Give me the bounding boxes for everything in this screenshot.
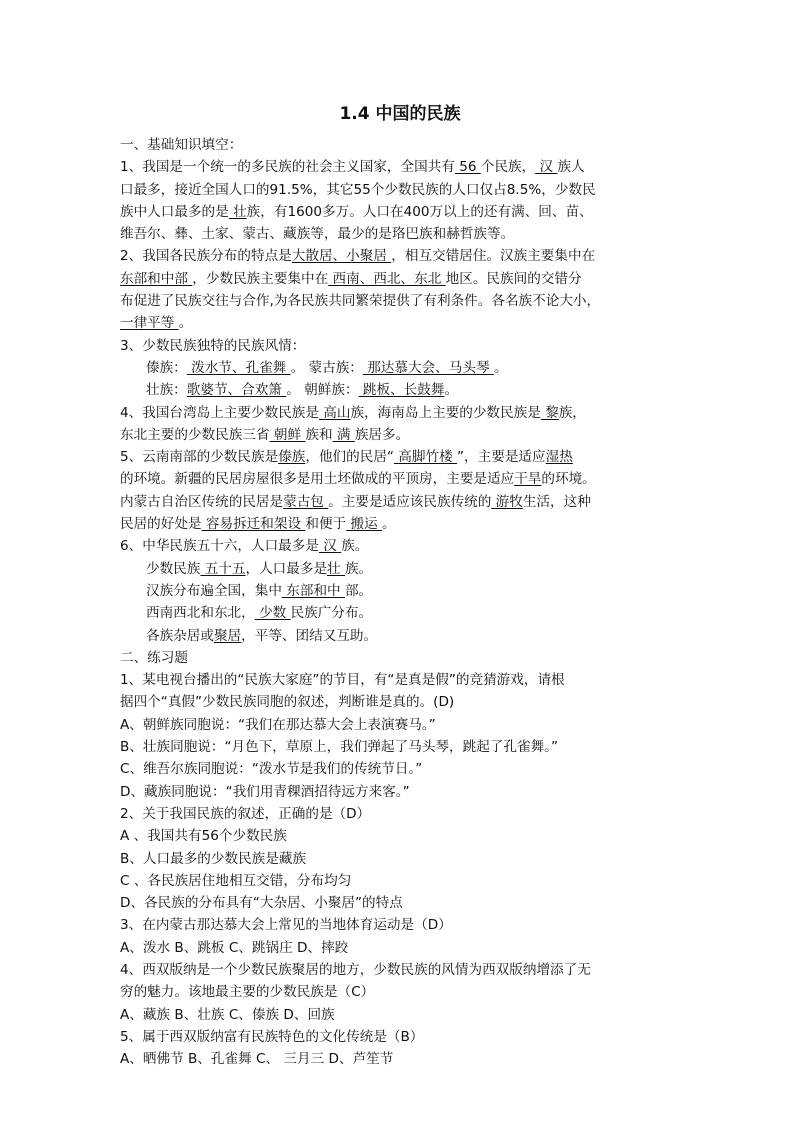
text-line	[120, 402, 680, 424]
text-line	[120, 335, 680, 357]
text-segment: A、泼水 B、跳板 C、跳锅庄 D、摔跤	[120, 939, 349, 956]
answer-blank: 聚居	[213, 627, 242, 644]
text-segment: 。	[382, 516, 396, 533]
text-segment: 族和	[305, 426, 333, 443]
text-segment: 3、在内蒙古那达慕大会上常见的当地体育运动是（D）	[120, 917, 452, 934]
answer-blank: 56	[454, 159, 481, 176]
answer-blank: 西南、西北、东北	[328, 270, 446, 287]
document-title: 1.4 中国的民族	[339, 104, 461, 124]
document-page	[120, 102, 680, 1070]
text-segment: D、各民族的分布具有“大杂居、小聚居”的特点	[120, 895, 403, 912]
answer-blank: 那达慕大会、马头琴	[362, 359, 494, 376]
text-segment: 。 朝鲜族：	[286, 382, 359, 399]
text-segment: 各族杂居或	[146, 627, 214, 644]
text-segment: 壮族：	[146, 382, 187, 399]
text-segment: B、人口最多的少数民族是藏族	[120, 850, 307, 867]
text-segment: 西南西北和东北，	[146, 605, 255, 622]
text-segment: 族，有1600多万。人口在400万以上的还有满、回、苗、	[246, 203, 593, 220]
text-segment: A 、我国共有56个少数民族	[120, 828, 287, 845]
text-segment: 5、云南南部的少数民族是	[120, 449, 279, 466]
text-segment: ，少数民族主要集中在	[192, 270, 329, 287]
text-line	[120, 825, 680, 847]
text-line	[120, 647, 680, 669]
text-segment: 个民族，	[480, 159, 536, 176]
text-line	[120, 736, 680, 758]
text-segment: 一、基础知识填空：	[120, 137, 243, 153]
text-line	[120, 179, 680, 201]
answer-blank: 东部和中	[281, 582, 345, 599]
text-segment: 部。	[344, 582, 373, 599]
text-segment: 4、西双版纳是一个少数民族聚居的地方，少数民族的风情为西双版纳增添了无	[120, 961, 591, 978]
text-segment: 东北主要的少数民族三省	[120, 426, 270, 443]
answer-blank: 歌婆节、合欢箫	[186, 382, 287, 399]
text-segment: 族。	[344, 560, 373, 577]
text-segment: 族中人口最多的是	[120, 203, 229, 220]
text-segment: 1、某电视台播出的“民族大家庭”的节目，有“是真是假”的竞猜游戏，请根	[120, 672, 565, 689]
answer-blank: 湿热	[545, 449, 573, 466]
text-segment: 5、属于西双版纳富有民族特色的文化传统是（B）	[120, 1028, 424, 1045]
text-line	[120, 468, 680, 490]
answer-blank: 汉	[318, 538, 342, 555]
text-line	[120, 758, 680, 780]
text-line	[120, 602, 680, 624]
text-segment: 维吾尔、彝、土家、蒙古、藏族等，最少的是珞巴族和赫哲族等。	[120, 226, 515, 243]
text-line	[120, 781, 680, 803]
text-line	[120, 1048, 680, 1070]
text-segment: 族人	[557, 159, 585, 176]
text-line	[120, 981, 680, 1003]
text-line	[120, 491, 680, 513]
text-line	[120, 580, 680, 602]
text-line	[120, 223, 680, 245]
text-segment: 。	[178, 315, 193, 332]
answer-blank: 少数	[254, 605, 291, 622]
text-segment: 2、关于我国民族的叙述，正确的是（D）	[120, 805, 371, 822]
text-segment: 。	[444, 382, 459, 399]
text-line	[120, 914, 680, 936]
answer-blank: 高山	[318, 404, 351, 421]
document-body	[120, 134, 680, 1070]
text-line	[120, 446, 680, 468]
answer-blank: 满	[332, 426, 355, 443]
answer-blank: 游牧	[491, 493, 523, 510]
text-segment: 穷的魅力。该地最主要的少数民族是（C）	[120, 984, 375, 1001]
text-segment: 汉族分布遍全国，集中	[146, 582, 282, 599]
text-line	[120, 669, 680, 691]
answer-blank: 高脚竹楼	[393, 449, 458, 466]
answer-blank: 搬运	[346, 516, 382, 533]
text-line	[120, 268, 680, 290]
text-segment: 族，海南岛上主要的少数民族是	[350, 404, 541, 421]
text-segment: 。 蒙古族：	[290, 359, 363, 376]
text-segment: 族，	[558, 404, 586, 421]
text-segment: 二、练习题	[120, 649, 188, 666]
text-segment: C 、各民族居住地相互交错，分布均匀	[120, 872, 352, 889]
text-line	[120, 424, 680, 446]
text-line	[120, 535, 680, 557]
answer-blank: 壮	[327, 560, 345, 577]
text-line	[120, 201, 680, 223]
text-segment: D、藏族同胞说：“我们用青稞酒招待远方来客。”	[120, 783, 410, 800]
text-line	[120, 357, 680, 379]
answer-blank: 干旱	[514, 471, 542, 488]
answer-blank: 傣族	[278, 449, 306, 466]
text-segment: B、壮族同胞说：“月色下，草原上，我们弹起了马头琴，跳起了孔雀舞。”	[120, 739, 559, 756]
answer-blank: 跳板、长鼓舞	[358, 382, 445, 399]
answer-blank: 蒙古包	[283, 493, 329, 510]
answer-blank: 朝鲜	[269, 426, 306, 443]
text-segment: 。主要是适应该民族传统的	[328, 493, 492, 510]
text-segment: 。	[493, 359, 508, 376]
text-segment: 民居的好处是	[120, 516, 202, 533]
text-segment: ，人口最多是	[245, 560, 328, 577]
text-line	[120, 959, 680, 981]
text-segment: 傣族：	[146, 359, 187, 376]
text-segment: A、朝鲜族同胞说：“我们在那达慕大会上表演赛马。”	[120, 716, 436, 733]
answer-blank: 大散居、小聚居	[291, 248, 392, 265]
text-line	[120, 134, 680, 156]
text-segment: ，相互交错居住。汉族主要集中在	[391, 248, 596, 265]
answer-blank: 泼水节、孔雀舞	[186, 359, 291, 376]
text-line	[120, 937, 680, 959]
text-line	[120, 290, 680, 312]
text-line	[120, 513, 680, 535]
text-segment: 布促进了民族交往与合作,为各民族共同繁荣提供了有利条件。各名族不论大小，	[120, 293, 601, 310]
text-segment: 内蒙古自治区传统的民居是	[120, 493, 284, 510]
text-segment: C、维吾尔族同胞说：“泼水节是我们的传统节日。”	[120, 761, 423, 778]
text-line	[120, 379, 680, 401]
text-line	[120, 848, 680, 870]
answer-blank: 黎	[540, 404, 559, 421]
text-segment: 据四个“真假”少数民族同胞的叙述，判断谁是真的。(D)	[120, 694, 455, 711]
text-segment: 和便于	[305, 516, 347, 533]
text-segment: 族居多。	[354, 426, 410, 443]
text-segment: 4、我国台湾岛上主要少数民族是	[120, 404, 319, 421]
text-segment: 地区。民族间的交错分	[445, 270, 582, 287]
text-segment: 少数民族	[146, 560, 201, 577]
text-line	[120, 245, 680, 267]
text-segment: 口最多，接近全国人口的91.5%，其它55个少数民族的人口仅占8.5%，少数民	[120, 181, 596, 198]
text-segment: A、晒佛节 B、孔雀舞 C、 三月三 D、芦笙节	[120, 1051, 394, 1068]
text-segment: 6、中华民族五十六，人口最多是	[120, 538, 319, 555]
text-segment: ”，主要是适应	[457, 449, 546, 466]
text-line	[120, 691, 680, 713]
text-segment: 1、我国是一个统一的多民族的社会主义国家，全国共有	[120, 159, 455, 176]
text-line	[120, 1026, 680, 1048]
text-segment: ，平等、团结又互助。	[241, 627, 378, 644]
text-segment: 的环境。	[541, 471, 596, 488]
text-segment: 3、少数民族独特的民族风情：	[120, 337, 306, 354]
text-line	[120, 1004, 680, 1026]
text-line	[120, 156, 680, 178]
text-line	[120, 803, 680, 825]
answer-blank: 汉	[535, 159, 558, 176]
text-line	[120, 870, 680, 892]
text-line	[120, 625, 680, 647]
text-line	[120, 312, 680, 334]
text-segment: ，他们的民居“	[305, 449, 394, 466]
text-line	[120, 558, 680, 580]
text-line	[120, 892, 680, 914]
answer-blank: 壮	[228, 203, 247, 220]
text-segment: 族。	[341, 538, 369, 555]
text-segment: 生活，这种	[522, 493, 591, 510]
answer-blank: 东部和中部	[120, 270, 193, 287]
text-segment: 民族广分布。	[290, 605, 373, 622]
answer-blank: 五十五	[200, 560, 246, 577]
text-line	[120, 714, 680, 736]
answer-blank: 容易拆迁和架设	[201, 516, 306, 533]
answer-blank: 一律平等	[120, 315, 179, 332]
text-segment: 的环境。新疆的民居房屋很多是用土坯做成的平顶房，主要是适应	[120, 471, 515, 488]
text-segment: 2、我国各民族分布的特点是	[120, 248, 292, 265]
text-segment: A、藏族 B、壮族 C、傣族 D、回族	[120, 1006, 335, 1023]
